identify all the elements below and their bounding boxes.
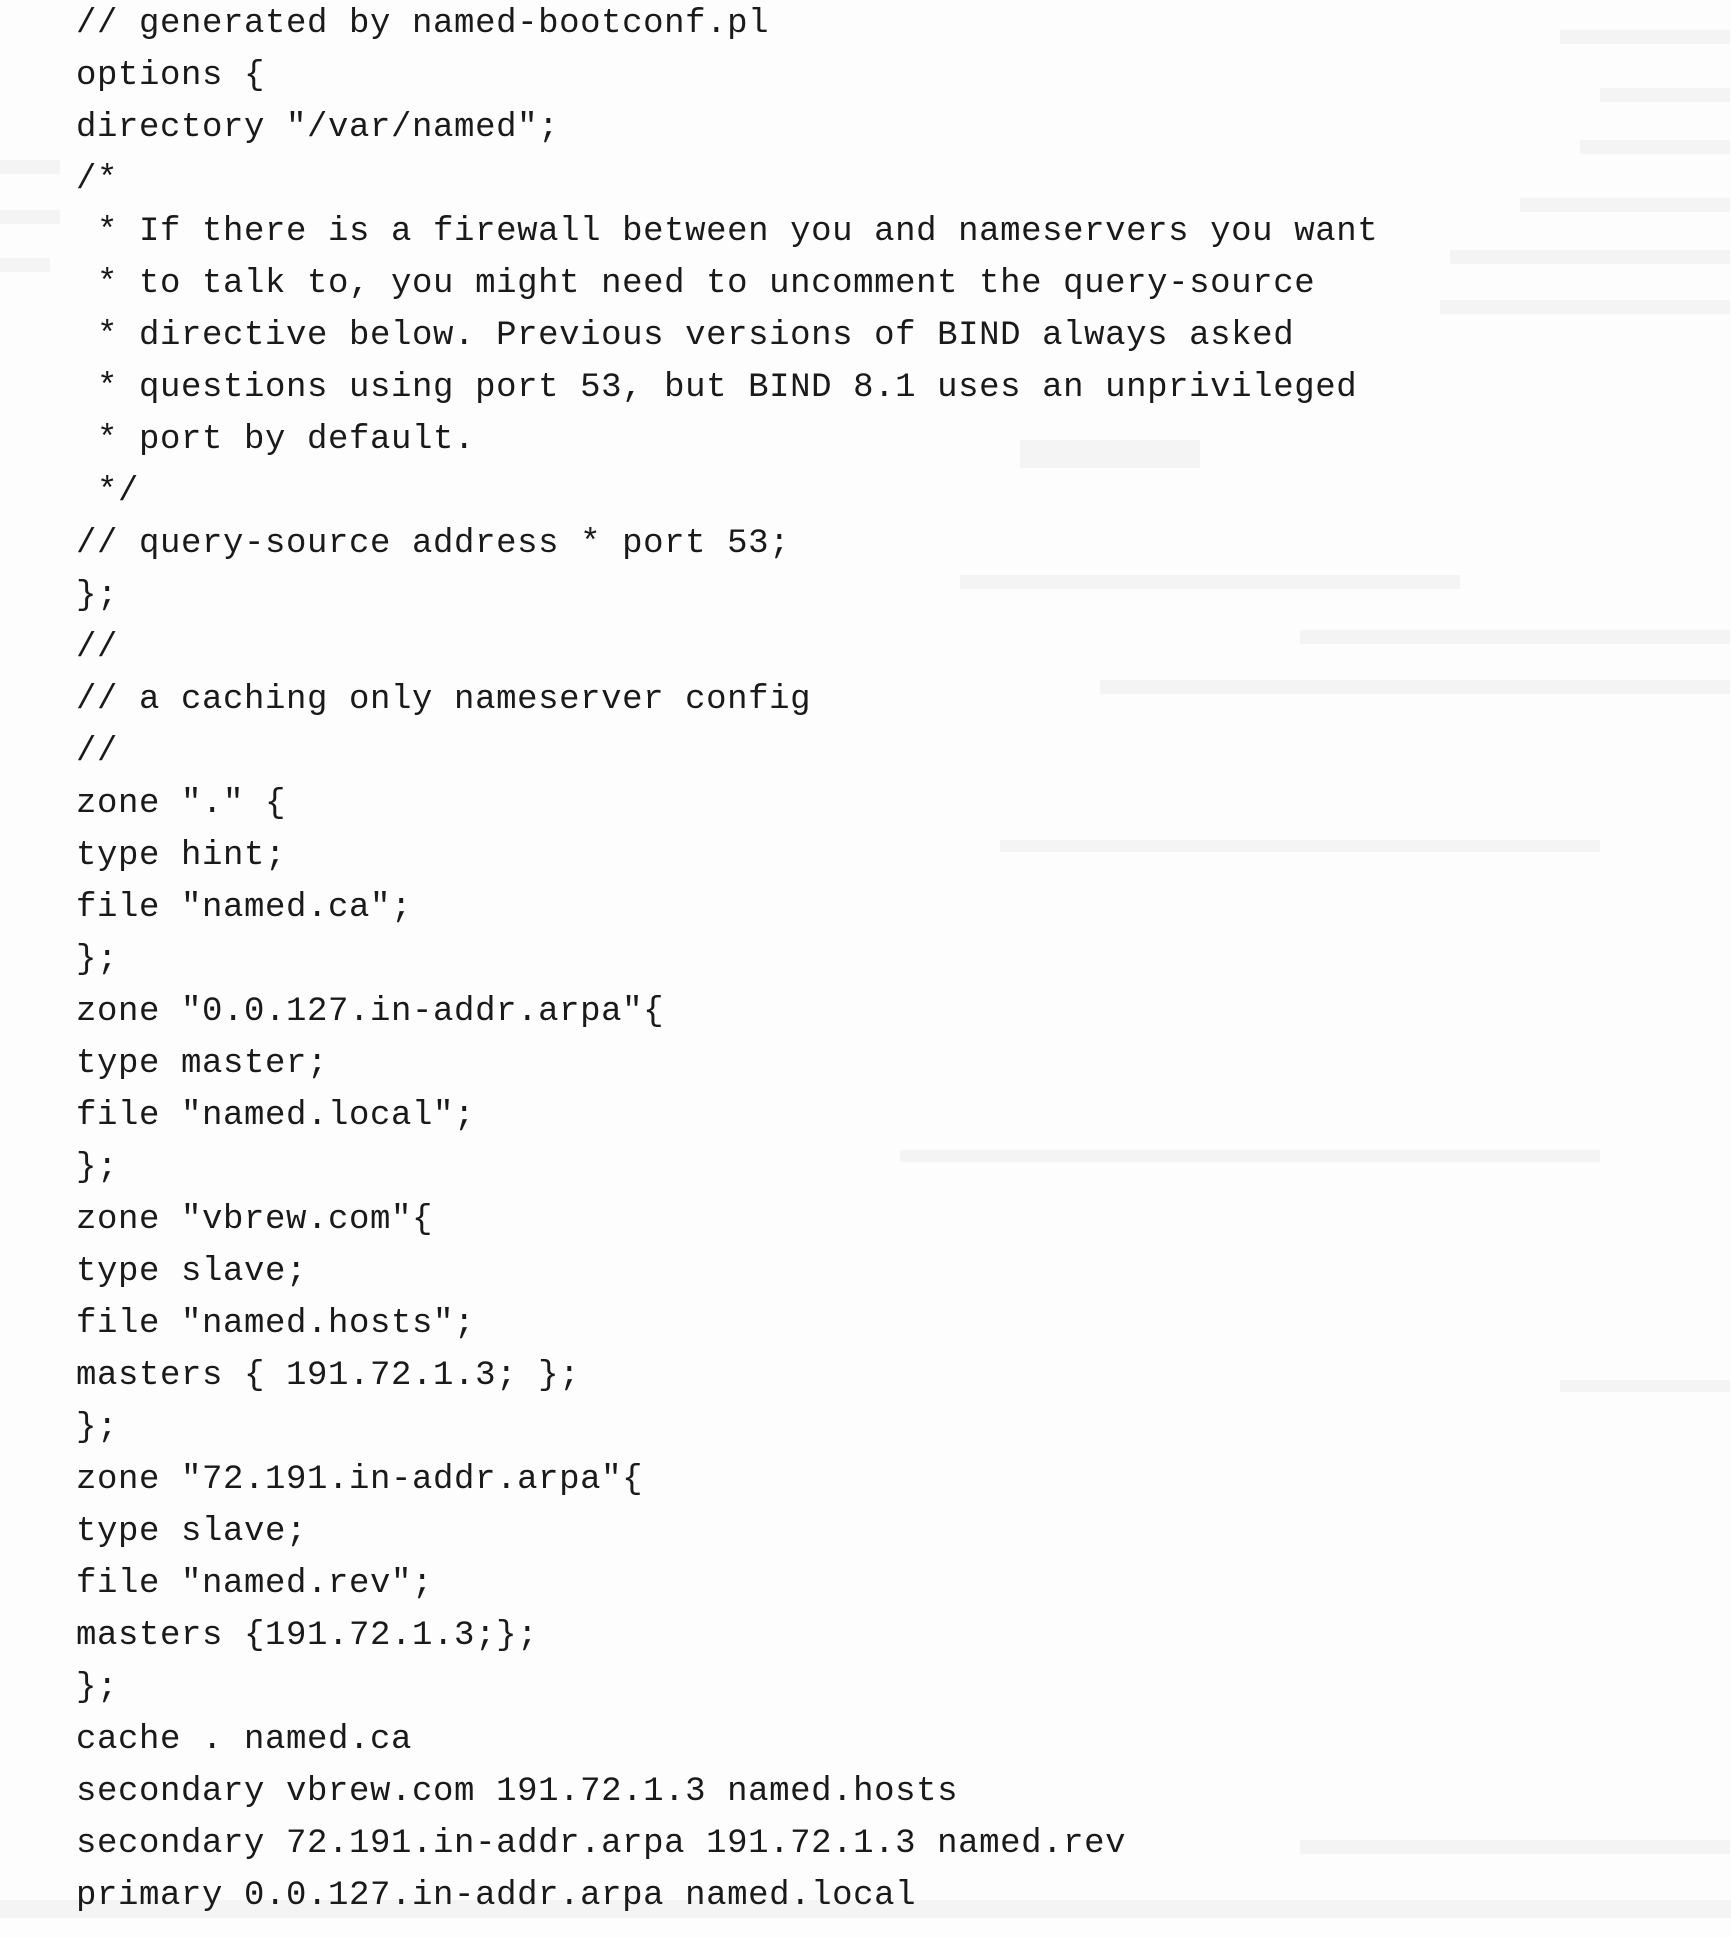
show-through-mark <box>0 210 60 224</box>
code-line: // generated by named-bootconf.pl <box>76 5 770 43</box>
code-line: * to talk to, you might need to uncomment the query-source <box>76 265 1316 303</box>
code-line: zone "vbrew.com"{ <box>76 1201 434 1239</box>
show-through-mark <box>1580 140 1730 154</box>
show-through-mark <box>0 160 60 174</box>
code-line: * If there is a firewall between you and nameservers you want <box>76 213 1379 251</box>
show-through-mark <box>1560 30 1730 44</box>
show-through-mark <box>1450 250 1730 264</box>
code-line: file "named.hosts"; <box>76 1305 476 1343</box>
code-line: * port by default. <box>76 421 476 459</box>
code-line: type slave; <box>76 1513 308 1551</box>
show-through-mark <box>1100 680 1730 694</box>
code-line: type hint; <box>76 837 287 875</box>
code-line: // query-source address * port 53; <box>76 525 791 563</box>
code-line: * directive below. Previous versions of BIND always asked <box>76 317 1295 355</box>
code-line: }; <box>76 1669 119 1707</box>
code-line: masters { 191.72.1.3; }; <box>76 1357 581 1395</box>
code-line: }; <box>76 577 119 615</box>
code-line: type master; <box>76 1045 329 1083</box>
code-line: cache . named.ca <box>76 1721 413 1759</box>
code-line: masters {191.72.1.3;}; <box>76 1617 539 1655</box>
show-through-mark <box>1440 300 1730 314</box>
code-line: type slave; <box>76 1253 308 1291</box>
show-through-mark <box>1600 88 1730 102</box>
code-line: }; <box>76 941 119 979</box>
code-line: zone "72.191.in-addr.arpa"{ <box>76 1461 644 1499</box>
code-line: */ <box>76 473 140 511</box>
code-line: * questions using port 53, but BIND 8.1 uses an unprivileged <box>76 369 1358 407</box>
code-line: zone "0.0.127.in-addr.arpa"{ <box>76 993 665 1031</box>
show-through-mark <box>1000 840 1600 852</box>
code-line: secondary vbrew.com 191.72.1.3 named.hosts <box>76 1773 959 1811</box>
code-line: file "named.local"; <box>76 1097 476 1135</box>
code-line: zone "." { <box>76 785 287 823</box>
show-through-mark <box>1560 1380 1730 1392</box>
code-line: }; <box>76 1409 119 1447</box>
code-line: /* <box>76 161 119 199</box>
show-through-mark <box>900 1150 1600 1162</box>
code-line: file "named.ca"; <box>76 889 413 927</box>
show-through-mark <box>960 575 1460 589</box>
show-through-mark <box>1300 630 1730 644</box>
code-line: primary 0.0.127.in-addr.arpa named.local <box>76 1877 917 1915</box>
show-through-mark <box>1020 440 1200 468</box>
code-line: file "named.rev"; <box>76 1565 434 1603</box>
code-line: directory "/var/named"; <box>76 109 560 147</box>
code-line: // <box>76 629 119 667</box>
code-line: // <box>76 733 119 771</box>
code-line: // a caching only nameserver config <box>76 681 812 719</box>
code-line: secondary 72.191.in-addr.arpa 191.72.1.3 named.rev <box>76 1825 1127 1863</box>
code-line: options { <box>76 57 266 95</box>
show-through-mark <box>1300 1840 1730 1854</box>
code-line: }; <box>76 1149 119 1187</box>
show-through-mark <box>0 258 50 272</box>
show-through-mark <box>1520 198 1730 212</box>
